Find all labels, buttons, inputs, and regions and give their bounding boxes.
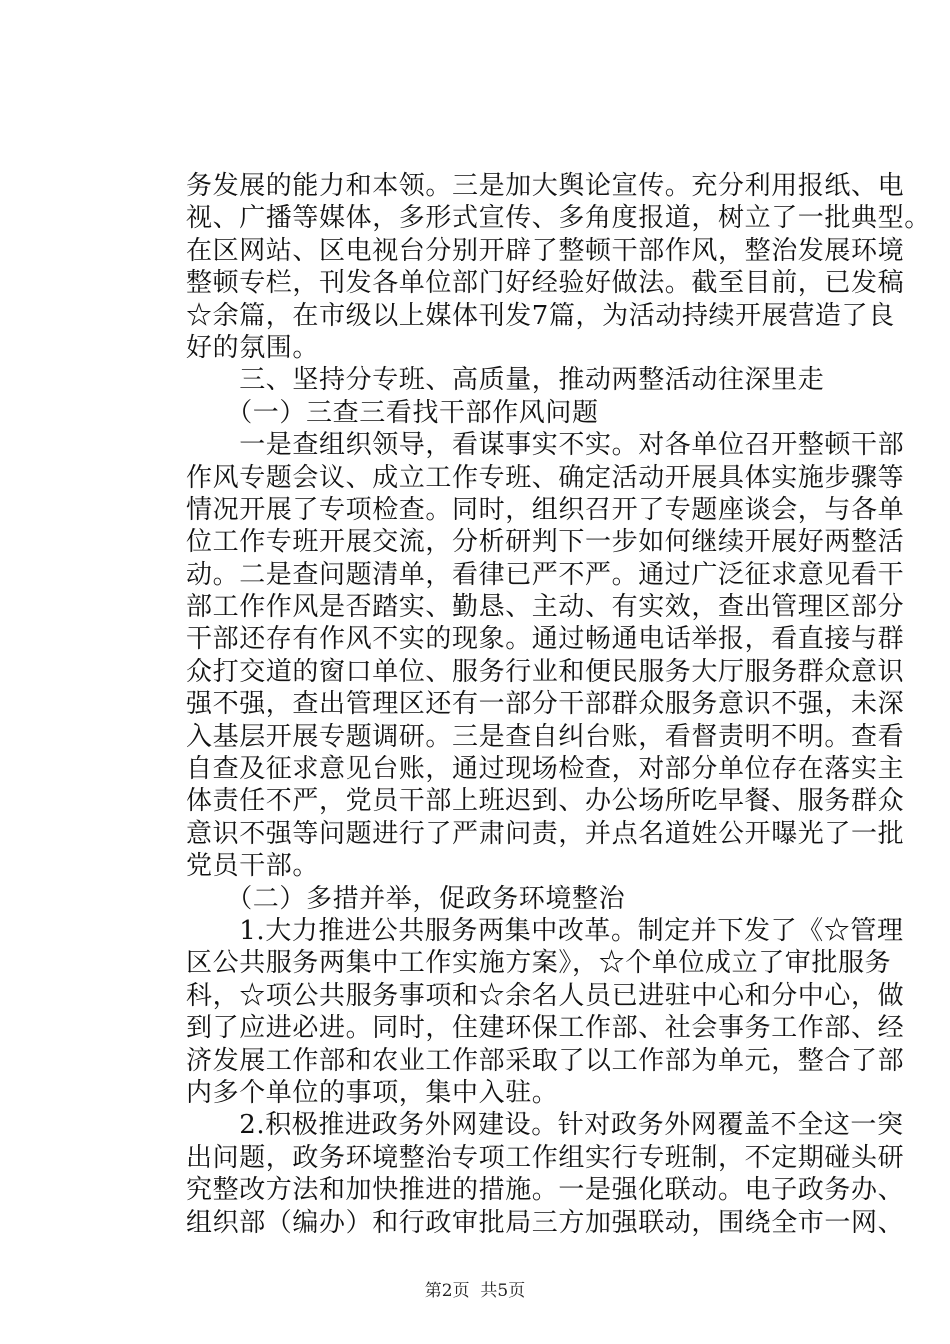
text-line: 党员干部。	[186, 851, 320, 882]
text-line: 体责任不严，党员干部上班迟到、办公场所吃早餐、服务群众	[186, 786, 905, 817]
text-line: 1.大力推进公共服务两集中改革。制定并下发了《☆管理	[186, 915, 904, 946]
section-heading: 三、坚持分专班、高质量，推动两整活动往深里走	[186, 365, 825, 396]
text-line: 好的氛围。	[186, 332, 320, 363]
text-line: 作风专题会议、成立工作专班、确定活动开展具体实施步骤等	[186, 462, 905, 493]
subsection-heading: （一）三查三看找干部作风问题	[186, 397, 599, 428]
document-body	[186, 170, 931, 1239]
text-line: 组织部（编办）和行政审批局三方加强联动，围绕全市一网、	[186, 1207, 905, 1238]
text-line: 内多个单位的事项，集中入驻。	[186, 1077, 559, 1108]
text-line: 务发展的能力和本领。三是加大舆论宣传。充分利用报纸、电	[186, 171, 905, 201]
subsection-heading: （二）多措并举，促政务环境整治	[186, 883, 626, 914]
text-line: 位工作专班开展交流，分析研判下一步如何继续开展好两整活	[186, 527, 905, 558]
text-line: 出问题，政务环境整治专项工作组实行专班制，不定期碰头研	[186, 1142, 905, 1173]
text-line: 干部还存有作风不实的现象。通过畅通电话举报，看直接与群	[186, 624, 905, 655]
text-line: 到了应进必进。同时，住建环保工作部、社会事务工作部、经	[186, 1013, 905, 1044]
text-line: 科，☆项公共服务事项和☆余名人员已进驻中心和分中心，做	[186, 980, 905, 1011]
text-line: 部工作作风是否踏实、勤恳、主动、有实效，查出管理区部分	[186, 592, 905, 623]
text-line: 动。二是查问题清单，看律已严不严。通过广泛征求意见看干	[186, 559, 905, 590]
text-line: 济发展工作部和农业工作部采取了以工作部为单元，整合了部	[186, 1045, 905, 1076]
text-line: 究整改方法和加快推进的措施。一是强化联动。电子政务办、	[186, 1175, 905, 1206]
text-line: 在区网站、区电视台分别开辟了整顿干部作风，整治发展环境	[186, 235, 905, 266]
text-line: ☆余篇，在市级以上媒体刊发7篇，为活动持续开展营造了良	[186, 300, 895, 331]
text-line: 2.积极推进政务外网建设。针对政务外网覆盖不全这一突	[186, 1110, 904, 1141]
text-line: 整顿专栏，刊发各单位部门好经验好做法。截至目前，已发稿	[186, 268, 905, 299]
text-line: 区公共服务两集中工作实施方案》，☆个单位成立了审批服务	[186, 948, 892, 979]
text-line: 自查及征求意见台账，通过现场检查，对部分单位存在落实主	[186, 754, 905, 785]
text-line: 情况开展了专项检查。同时，组织召开了专题座谈会，与各单	[186, 494, 905, 525]
text-line: 意识不强等问题进行了严肃问责，并点名道姓公开曝光了一批	[186, 818, 905, 849]
text-line: 视、广播等媒体，多形式宣传、多角度报道，树立了一批典型。	[186, 203, 931, 234]
text-line: 强不强，查出管理区还有一部分干部群众服务意识不强，未深	[186, 689, 905, 720]
page-number-footer: 第2页 共5页	[424, 1281, 526, 1301]
text-line: 一是查组织领导，看谋事实不实。对各单位召开整顿干部	[186, 430, 905, 461]
text-line: 入基层开展专题调研。三是查自纠台账，看督责明不明。查看	[186, 721, 905, 752]
text-line: 众打交道的窗口单位、服务行业和便民服务大厅服务群众意识	[186, 656, 905, 687]
